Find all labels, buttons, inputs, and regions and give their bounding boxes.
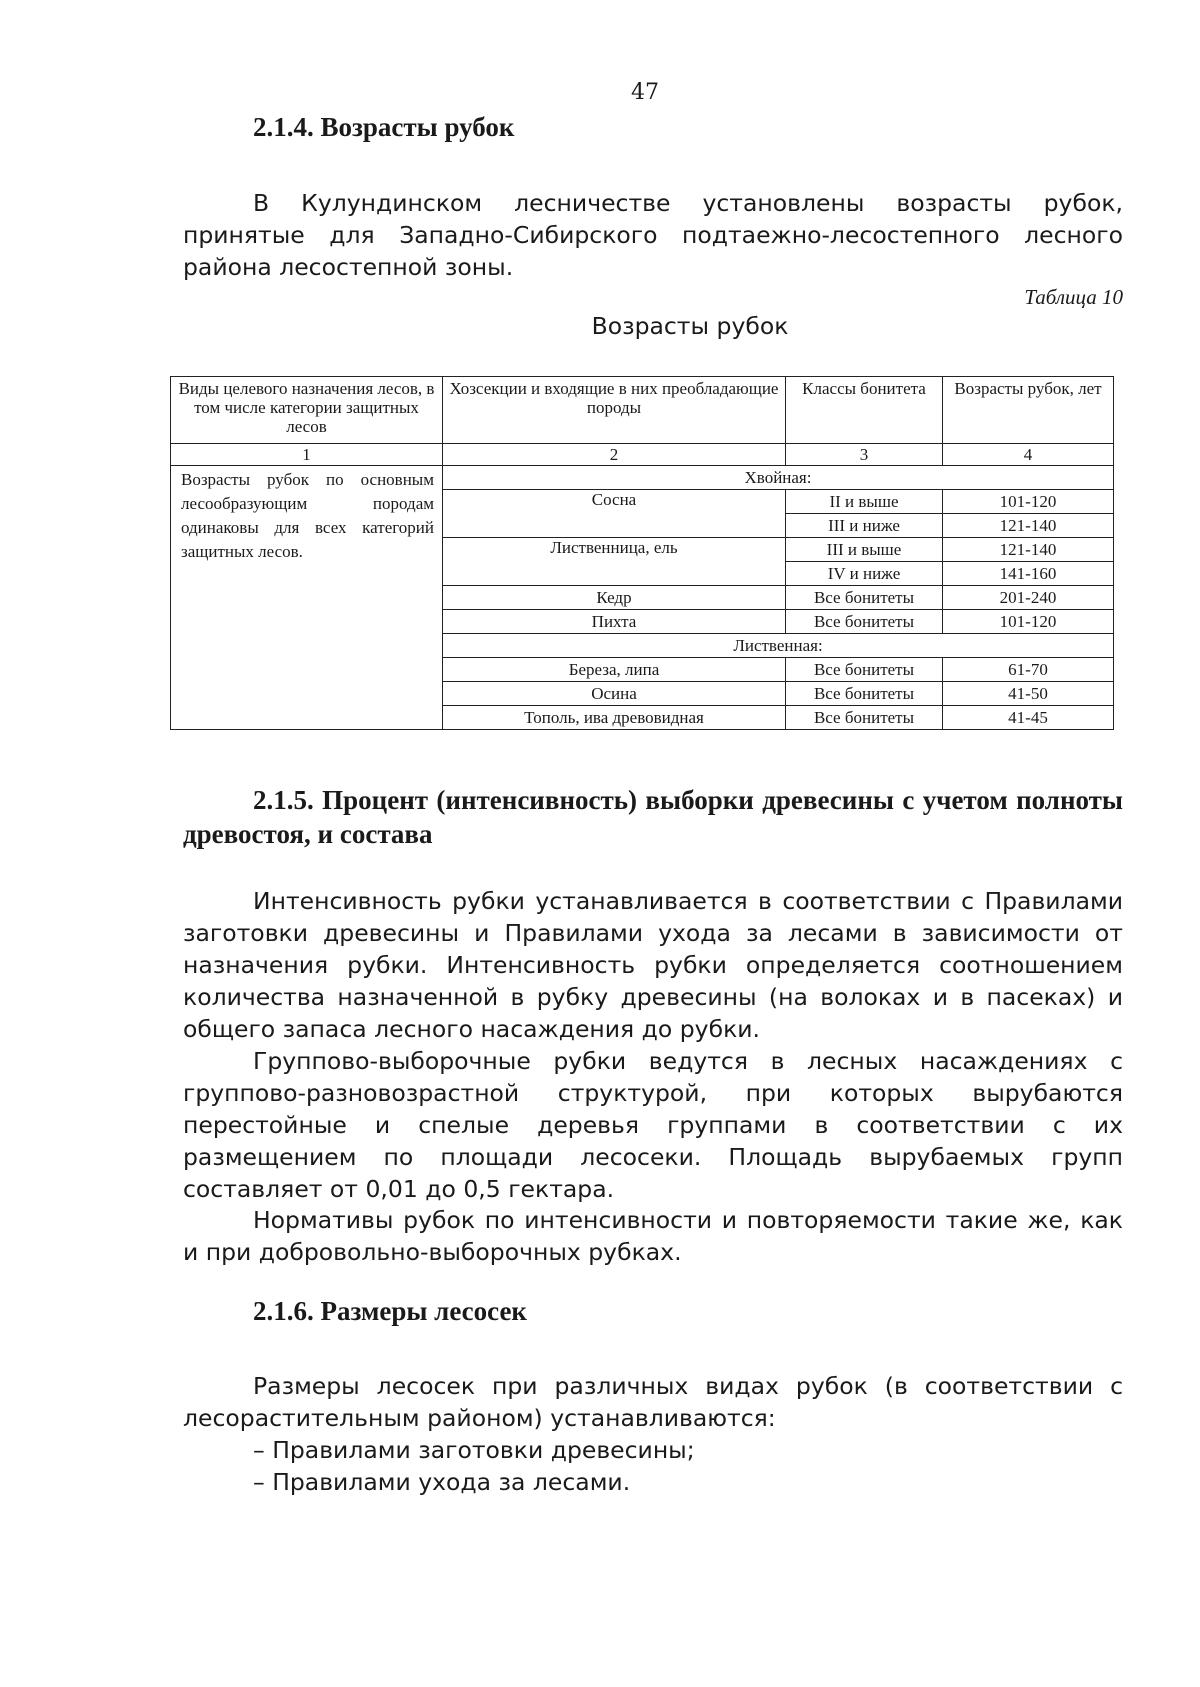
site-class-cell: Все бонитеты (786, 658, 943, 682)
cut-age-cell: 101-120 (943, 490, 1114, 514)
list-item: – Правилами ухода за лесами. (253, 1468, 631, 1496)
cutting-age-table (170, 376, 1114, 730)
cut-age-cell: 121-140 (943, 514, 1114, 538)
cut-age-cell: 141-160 (943, 562, 1114, 586)
section-2-1-5-paragraph-3: Нормативы рубок по интенсивности и повторяемости такие же, как и при добровольно-выборочных рубках. (183, 1206, 1123, 1266)
species-birch-linden: Береза, липа (443, 658, 786, 682)
header-cut-age: Возрасты рубок, лет (943, 377, 1114, 444)
header-purpose: Виды целевого назначения лесов, в том числе категории защитных лесов (171, 377, 443, 444)
site-class-cell: Все бонитеты (786, 610, 943, 634)
cut-age-cell: 201-240 (943, 586, 1114, 610)
site-class-cell: III и выше (786, 538, 943, 562)
section-2-1-5-paragraph-1: Интенсивность рубки устанавливается в соответствии с Правилами заготовки древесины и Правилами ухода за лесами в зависимости от назначения рубки. Интенсивность рубки определяется соотношением количества назначенной в рубку древесины (на волоках и в пасеках) и общего запаса лесного насаждения до рубки. (183, 887, 1123, 1043)
section-2-1-4-heading: 2.1.4. Возрасты рубок (253, 112, 515, 142)
species-fir: Пихта (443, 610, 786, 634)
section-2-1-6-heading: 2.1.6. Размеры лесосек (253, 1296, 527, 1326)
cut-age-cell: 101-120 (943, 610, 1114, 634)
table-title: Возрасты рубок (591, 312, 789, 340)
site-class-cell: Все бонитеты (786, 682, 943, 706)
table-row (171, 466, 1114, 490)
table-header-row (171, 377, 1114, 444)
species-pine: Сосна (443, 490, 786, 538)
section-2-1-6-paragraph: Размеры лесосек при различных видах рубок (в соответствии с лесорастительным районом) устанавливаются: (183, 1372, 1123, 1432)
section-2-1-5-paragraph-2: Группово-выборочные рубки ведутся в лесных насаждениях с группово-разновозрастной структурой, при которых вырубаются перестойные и спелые деревья группами в соответствии с их размещением по площади лесосеки. Площадь вырубаемых групп составляет от 0,01 до 0,5 гектара. (183, 1047, 1123, 1203)
table-caption: Таблица 10 (1024, 285, 1123, 309)
group-deciduous: Лиственная: (443, 634, 1114, 658)
species-larch-spruce: Лиственница, ель (443, 538, 786, 586)
column-number-row (171, 444, 1114, 466)
cut-age-cell: 41-45 (943, 706, 1114, 730)
species-poplar-willow: Тополь, ива древовидная (443, 706, 786, 730)
cut-age-cell: 41-50 (943, 682, 1114, 706)
list-item: – Правилами заготовки древесины; (253, 1436, 695, 1464)
cut-age-cell: 61-70 (943, 658, 1114, 682)
column-number: 4 (943, 444, 1114, 466)
site-class-cell: Все бонитеты (786, 586, 943, 610)
section-2-1-5-heading: 2.1.5. Процент (интенсивность) выборки древесины с учетом полноты древостоя, и состава (183, 785, 1123, 849)
column-number: 2 (443, 444, 786, 466)
page-number: 47 (631, 80, 659, 105)
site-class-cell: III и ниже (786, 514, 943, 538)
side-note: Возрасты рубок по основным лесообразующим породам одинаковы для всех категорий защитных лесов. (171, 466, 443, 730)
column-number: 3 (786, 444, 943, 466)
site-class-cell: IV и ниже (786, 562, 943, 586)
header-site-class: Классы бонитета (786, 377, 943, 444)
site-class-cell: Все бонитеты (786, 706, 943, 730)
site-class-cell: II и выше (786, 490, 943, 514)
column-number: 1 (171, 444, 443, 466)
species-cedar: Кедр (443, 586, 786, 610)
group-coniferous: Хвойная: (443, 466, 1114, 490)
header-species: Хозсекции и входящие в них преобладающие породы (443, 377, 786, 444)
section-2-1-4-paragraph: В Кулундинском лесничестве установлены возрасты рубок, принятые для Западно-Сибирского подтаежно-лесостепного лесного района лесостепной зоны. (183, 189, 1123, 281)
species-aspen: Осина (443, 682, 786, 706)
cut-age-cell: 121-140 (943, 538, 1114, 562)
